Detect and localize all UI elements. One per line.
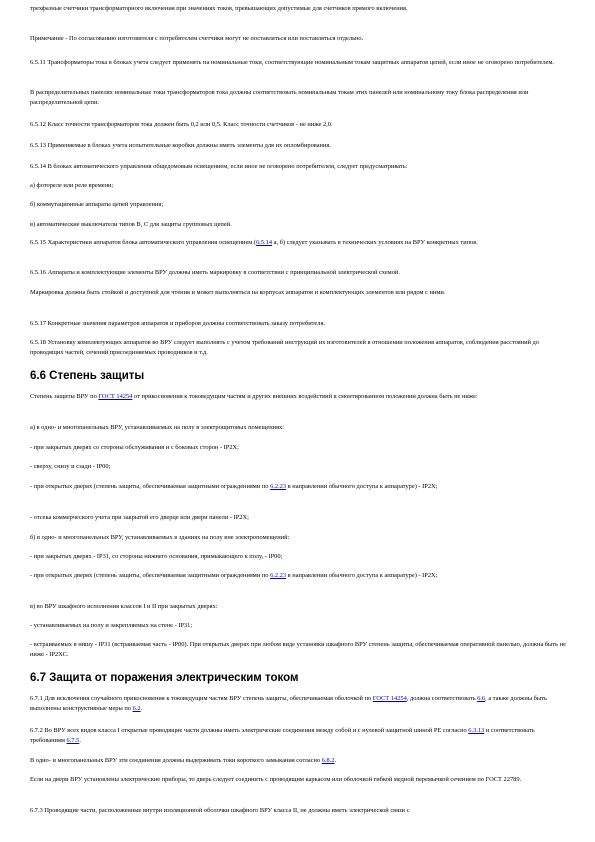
list-item: - при открытых дверях (степень защиты, обеспечиваемая защитными ограждениями по 6.2.23 в направлении обычного доступа к аппаратуре) - IP2Х; [30, 483, 438, 490]
list-item: б) коммутационные аппараты цепей управления; [30, 201, 164, 208]
list-item: - при закрытых дверях - IP31, со стороны нижнего основания, примыкающего к полу, - IP00; [30, 553, 283, 560]
paragraph-6-5-15: 6.5.15 Характеристики аппаратов блока автоматического управления освещением (6.5.14 а, б) следует указывать в технических условиях на ВРУ конкретных типов. [30, 239, 478, 246]
list-item: - встраиваемых в нишу - IP31 (встраиваемая часть - IP00). При открытых дверях при любом виде установки шкафного ВРУ степень защиты, обеспечиваемая оперативной панелью, должна быть не ниже - IP2ХС. [30, 641, 566, 658]
paragraph-6-5-16: 6.5.16 Аппараты и комплектующие элементы ВРУ должны иметь маркировку в соответствии с принципиальной электрической схемой. [30, 269, 400, 276]
list-item: в) во ВРУ шкафного исполнения классов I и II при закрытых дверях: [30, 603, 218, 610]
link-gost-14254[interactable]: ГОСТ 14254 [372, 695, 407, 702]
link-6-2-23[interactable]: 6.2.23 [270, 572, 287, 579]
section-heading-6-6: 6.6 Степень защиты [30, 370, 145, 382]
list-item: - устанавливаемых на полу и закрепляемых на стене - IP31; [30, 622, 193, 629]
paragraph-6-5-14: 6.5.14 В блоках автоматического управления общедомовым освещением, если иное не оговорено потребителем, следует предусматривать: [30, 163, 408, 170]
paragraph: Маркировка должна быть стойкой и доступной для чтения и может выполняться на корпусах аппаратов и комплектующих элементов или рядом с ними. [30, 289, 446, 296]
link-6-3-13[interactable]: 6.3.13 [468, 727, 485, 734]
link-6-8-2[interactable]: 6.8.2 [321, 757, 335, 764]
list-item: - при открытых дверях (степень защиты, обеспечиваемая защитными ограждениями по 6.2.23 в направлении обычного доступа к аппаратуре) - IP2Х; [30, 572, 438, 579]
paragraph-6-7-3: 6.7.3 Проводящие части, расположенные внутри изоляционной оболочки шкафного ВРУ класса II, не должны иметь электрической связи с [30, 807, 410, 814]
list-item: а) в одно- и многопанельных ВРУ, устанавливаемых на полу в электрощитовых помещениях: [30, 424, 284, 431]
list-item: - отсека коммерческого учета при закрытой его дверце или двери панели - IP2Х; [30, 514, 249, 521]
list-item: - сверху, снизу и сзади - IP00; [30, 463, 111, 470]
list-item: б) в одно- и многопанельных ВРУ, устанавливаемых в зданиях на полу вне электропомещений: [30, 534, 290, 541]
link-6-7-5[interactable]: 6.7.5 [66, 737, 80, 744]
paragraph-6-5-18: 6.5.18 Установку комплектующих аппаратов во ВРУ следует выполнять с учетом требований инструкций их изготовителей в отношении положения аппаратов, соблюдения расстояний до проводящих частей, сечений присоединяемых проводников и т.д. [30, 339, 539, 356]
note-paragraph: Примечание - По согласованию изготовителя с потребителем счетчики могут не поставляться или поставляться отдельно. [30, 35, 364, 42]
paragraph: В распределительных панелях номинальные токи трансформаторов тока должны соответствовать номинальным токам этих панелей или номинальному току блока распределения или распределительной цепи. [30, 89, 529, 106]
paragraph-6-5-12: 6.5.12 Класс точности трансформаторов тока должен быть 0,2 или 0,5. Класс точности счетчиков - не ниже 2,0. [30, 121, 333, 128]
paragraph: Степень защиты ВРУ по ГОСТ 14254 от прикосновения к токоведущим частям и других внешних воздействий в смонтированном положении должна быть не ниже: [30, 393, 478, 400]
paragraph-6-5-17: 6.5.17 Конкретные значения параметров аппаратов и приборов должны соответствовать заказу потребителя. [30, 320, 325, 327]
paragraph: Если на двери ВРУ установлены электрические приборы, то дверь следует соединить с проводящим каркасом или оболочкой гибкой медной перемычкой сечением по ГОСТ 22789. [30, 776, 522, 783]
section-heading-6-7: 6.7 Защита от поражения электрическим током [30, 672, 299, 684]
paragraph-6-7-2: 6.7.2 Во ВРУ всех видов класса I открытые проводящие части должны иметь электрические соединения между собой и с нулевой защитной шиной РЕ согласно 6.3.13 и соответствовать требованиям 6.7.5. [30, 727, 535, 744]
link-6-2[interactable]: 6.2 [132, 705, 141, 712]
paragraph-6-5-11: 6.5.11 Трансформаторы тока в блоках учета следует применять на номинальные токи, соответствующие номинальным токам защитных аппаратов цепей, если иное не оговорено потребителем. [30, 59, 554, 66]
link-6-5-14[interactable]: 6.5.14 [256, 239, 273, 246]
list-item: в) автоматические выключатели типов В, С для защиты групповых цепей. [30, 221, 232, 228]
paragraph: В одно- и многопанельных ВРУ эти соединения должны выдерживать токи короткого замыкания согласно 6.8.2. [30, 757, 337, 764]
paragraph: трехфазные счетчики трансформаторного включения при значениях токов, превышающих допустимые для счетчиков прямого включения. [30, 5, 408, 12]
list-item: а) фотореле или реле времени; [30, 182, 114, 189]
paragraph-6-5-13: 6.5.13 Применяемые в блоках учета испытательные коробки должны иметь элементы для их опломбирования. [30, 142, 331, 149]
link-6-2-23[interactable]: 6.2.23 [270, 483, 287, 490]
link-6-6[interactable]: 6.6 [477, 695, 486, 702]
list-item: - при закрытых дверях со стороны обслуживания и с боковых сторон - IP2Х; [30, 444, 239, 451]
paragraph-6-7-1: 6.7.1 Для исключения случайного прикосновения к токоведущим частям ВРУ степень защиты, обеспечиваемая оболочкой по ГОСТ 14254, должна соответствовать 6.6, а также должны быть выполнены конструктивные меры по 6.2. [30, 695, 547, 712]
link-gost-14254[interactable]: ГОСТ 14254 [98, 393, 133, 400]
